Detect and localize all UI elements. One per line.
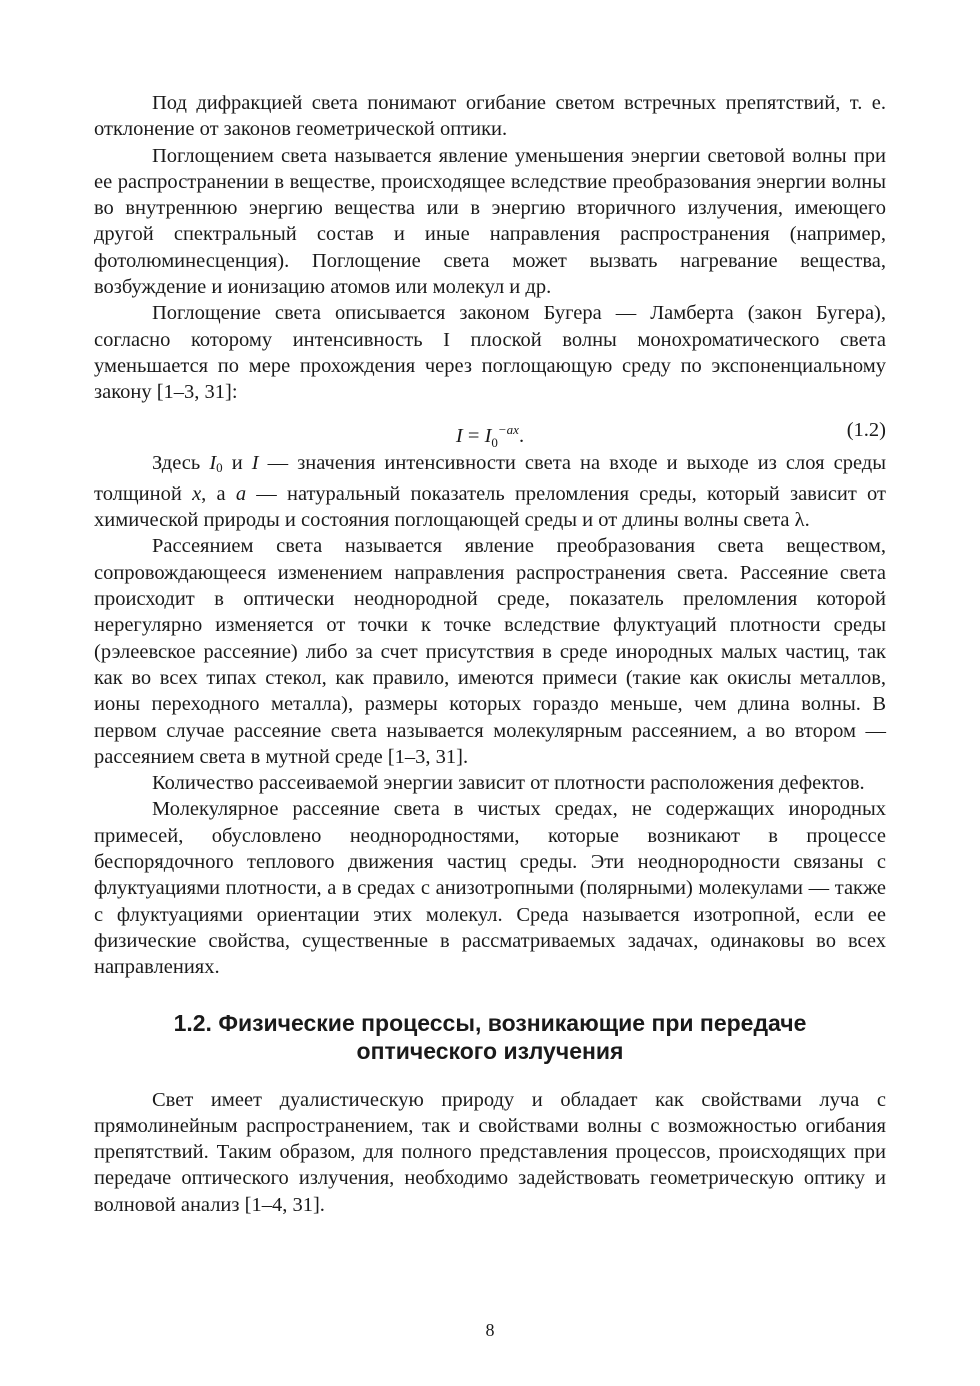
paragraph-molecular-scattering: Молекулярное рассеяние света в чистых средах, не содержащих инородных примесей, обусловлено неоднородностями, которые возникают в процессе беспорядочного теплового движения частиц среды. Эти неоднородности связаны с флуктуациями плотности, а в средах с анизотропными (полярными) молекулами — также с флуктуациями ориентации этих молекул. Среда называется изотропной, если ее физические свойства, существенные в рассматриваемых задачах, одинаковы во всех направлениях. [94,798,886,979]
var-i0-subscript: 0 [216,459,223,475]
formula-dot: . [518,424,525,447]
paragraph-diffraction: Под дифракцией света понимают огибание светом встречных препятствий, т. е. отклонение от законов геометрической оптики. [94,92,886,141]
formula-equals: = [462,424,485,447]
formula-base: I [484,424,492,447]
var-x: x [192,482,202,505]
page-body [94,90,886,1218]
text-fragment: Здесь [152,451,210,474]
paragraph-absorption: Поглощением света называется явление уменьшения энергии световой волны при ее распространении в веществе, происходящее вследствие преобразования энергии волны во внутреннюю энергию вещества или в энергию вторичного излучения, имеющего другой спектральный состав и иные направления распространения (например, фотолюминесценция). Поглощение света может вызвать нагревание вещества, возбуждение и ионизацию атомов или молекул и др. [94,144,886,299]
text-fragment: — значения интенсивности света на входе и выходе из слоя среды толщиной [94,451,886,505]
section-heading-line-2: оптического излучения [356,1037,624,1064]
formula [94,412,886,461]
formula-subscript: 0 [491,434,498,450]
paragraph-scattering: Рассеянием света называется явление преобразования света веществом, сопровождающееся изменением направления распространения света. Рассеяние света происходит в оптически неоднородной среде, показатель преломления которой нерегулярно изменяется от точки к точке вследствие флуктуаций плотности среды (рэлеевское рассеяние) либо за счет присутствия в среде инородных малых частиц, так как во всех типах стекол, как правило, имеются примеси (такие как окислы металлов, ионы переходного металла), размеры которых гораздо меньше, чем длина волны. В первом случае рассеяние света называется молекулярным рассеянием, а во втором — рассеянием света в мутной среде [1–3, 31]. [94,535,886,768]
text-fragment: , а [201,482,236,505]
paragraph-bouguer-law: Поглощение света описывается законом Бугера — Ламберта (закон Бугера), согласно которому интенсивность I плоской волны монохроматического света уменьшается по мере прохождения через поглощающую среду по экспоненциальному закону [1–3, 31]: [94,302,886,404]
paragraph-dual-nature: Свет имеет дуалистическую природу и обладает как свойствами луча с прямолинейным распространением, так и свойствами волны с возможностью огибания препятствий. Таким образом, для полного представления процессов, происходящих при передаче оптического излучения, необходимо задействовать геометрическую оптику и волновой анализ [1–4, 31]. [94,1088,886,1216]
var-i0: I [209,451,217,474]
section-heading [94,1009,886,1065]
text-fragment: — натуральный показатель преломления среды, который зависит от химической природы и состояния поглощающей среды и от длины волны света λ. [94,482,886,532]
paragraph-scattered-energy: Количество рассеиваемой энергии зависит от плотности расположения дефектов. [152,772,865,795]
formula-row [94,412,886,448]
text-fragment: и [222,451,252,474]
formula-lhs: I [455,424,463,447]
page-number: 8 [485,1320,495,1340]
section-heading-line-1: 1.2. Физические процессы, возникающие при передаче [173,1009,807,1036]
formula-number: (1.2) [846,418,886,441]
formula-superscript: −ax [497,421,519,437]
var-a: a [235,482,247,505]
var-i: I [251,451,259,474]
paragraph-formula-explanation [94,450,886,534]
